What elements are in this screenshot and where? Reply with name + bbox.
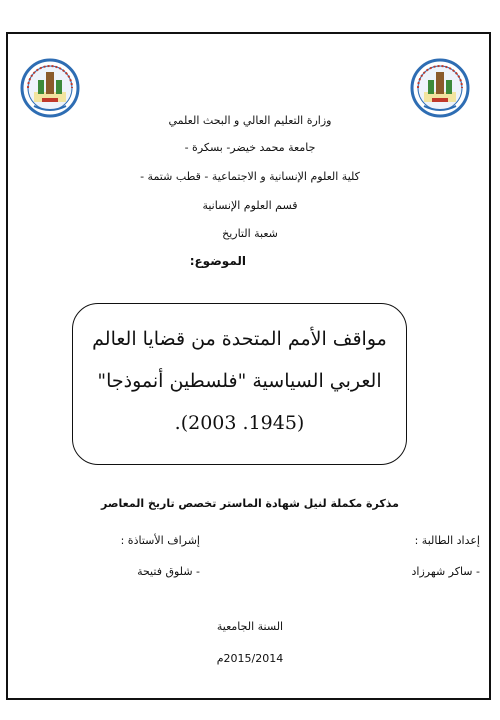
subject-label: الموضوع: xyxy=(189,254,246,268)
academic-year-value: 2015/2014م xyxy=(216,652,284,665)
university-logo-left xyxy=(20,58,80,118)
title-box xyxy=(72,303,407,465)
title-line-2: العربي السياسية "فلسطين أنموذجا" xyxy=(97,370,382,392)
title-line-3: (1945. 2003). xyxy=(174,412,305,434)
supervisor-name: - شلوق فتيحة xyxy=(137,565,200,578)
ministry-name: وزارة التعليم العالي و البحث العلمي xyxy=(168,114,332,127)
university-name: جامعة محمد خيضر- بسكرة - xyxy=(184,141,316,154)
university-logo-right xyxy=(410,58,470,118)
department-name: قسم العلوم الإنسانية xyxy=(202,199,298,212)
branch-name: شعبة التاريخ xyxy=(222,227,278,240)
thesis-statement: مذكرة مكملة لنيل شهادة الماستر تخصص تاريخ المعاصر xyxy=(101,497,399,510)
academic-year-label: السنة الجامعية xyxy=(216,620,284,633)
student-label: إعداد الطالبة : xyxy=(414,534,480,547)
supervisor-label: إشراف الأستاذة : xyxy=(120,534,200,547)
faculty-name: كلية العلوم الإنسانية و الاجتماعية - قطب شتمة - xyxy=(140,170,360,183)
title-line-1: مواقف الأمم المتحدة من قضايا العالم xyxy=(92,328,387,350)
student-name: - ساكر شهرزاد xyxy=(411,565,480,578)
